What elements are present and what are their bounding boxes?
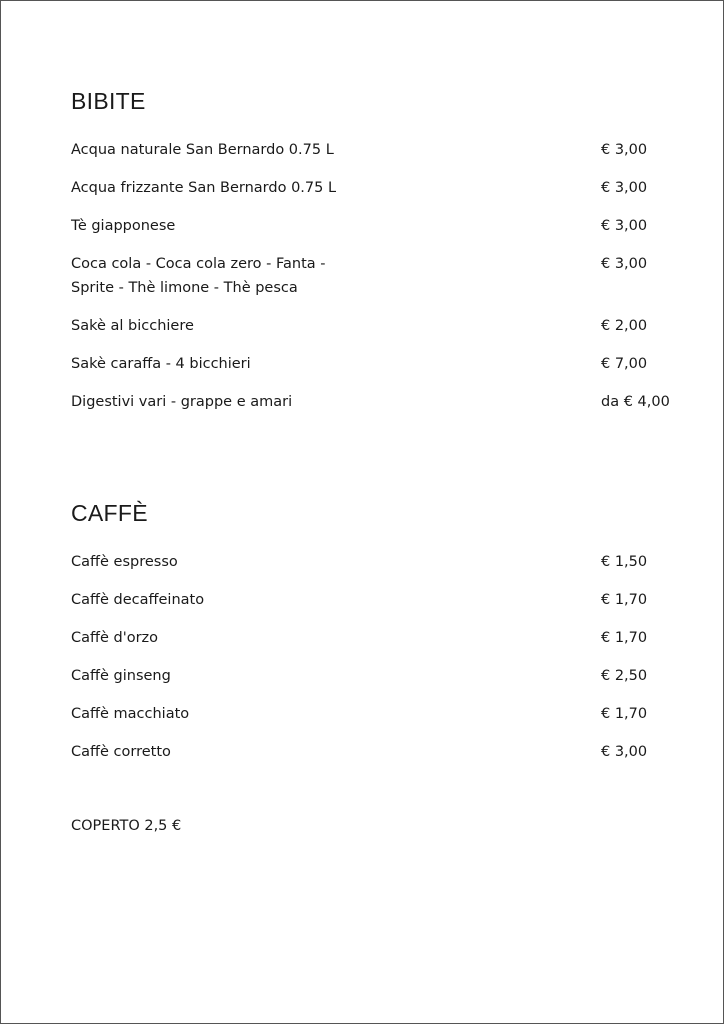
item-price: € 1,70 — [601, 706, 648, 722]
menu-item — [71, 176, 691, 200]
menu-item — [71, 214, 691, 238]
item-price: € 1,70 — [601, 592, 648, 608]
menu-item — [71, 588, 691, 612]
item-price: € 7,00 — [601, 356, 648, 372]
item-price: € 3,00 — [601, 218, 648, 234]
item-name: Digestivi vari - grappe e amari — [71, 394, 293, 410]
item-name: Sakè al bicchiere — [71, 318, 194, 334]
item-price: € 1,50 — [601, 554, 648, 570]
item-name: Caffè ginseng — [71, 668, 171, 684]
menu-item — [71, 626, 691, 650]
item-name: Acqua naturale San Bernardo 0.75 L — [71, 142, 334, 158]
section-title-caffe: CAFFÈ — [71, 500, 148, 526]
menu-item — [71, 740, 691, 764]
menu-item — [71, 664, 691, 688]
coperto-note: COPERTO 2,5 € — [71, 818, 182, 834]
item-price: € 3,00 — [601, 744, 648, 760]
menu-item — [71, 314, 691, 338]
item-price: € 2,00 — [601, 318, 648, 334]
menu-item — [71, 252, 691, 300]
section-bibite — [71, 87, 691, 428]
menu-item — [71, 138, 691, 162]
section-caffe — [71, 499, 691, 778]
menu-item — [71, 702, 691, 726]
item-price: da € 4,00 — [601, 394, 670, 410]
item-name: Caffè espresso — [71, 554, 178, 570]
item-price: € 1,70 — [601, 630, 648, 646]
item-name: Coca cola - Coca cola zero - Fanta - Sprite - Thè limone - Thè pesca — [71, 256, 326, 296]
item-name: Caffè d'orzo — [71, 630, 159, 646]
item-price: € 3,00 — [601, 142, 648, 158]
section-title-bibite: BIBITE — [71, 88, 146, 114]
menu-item — [71, 352, 691, 376]
item-name: Caffè corretto — [71, 744, 171, 760]
item-name: Caffè macchiato — [71, 706, 190, 722]
menu-item — [71, 550, 691, 574]
item-name: Acqua frizzante San Bernardo 0.75 L — [71, 180, 337, 196]
menu-item — [71, 390, 691, 414]
item-price: € 3,00 — [601, 256, 648, 272]
item-name: Caffè decaffeinato — [71, 592, 205, 608]
item-price: € 3,00 — [601, 180, 648, 196]
item-price: € 2,50 — [601, 668, 648, 684]
item-name: Tè giapponese — [71, 218, 176, 234]
item-name: Sakè caraffa - 4 bicchieri — [71, 356, 251, 372]
